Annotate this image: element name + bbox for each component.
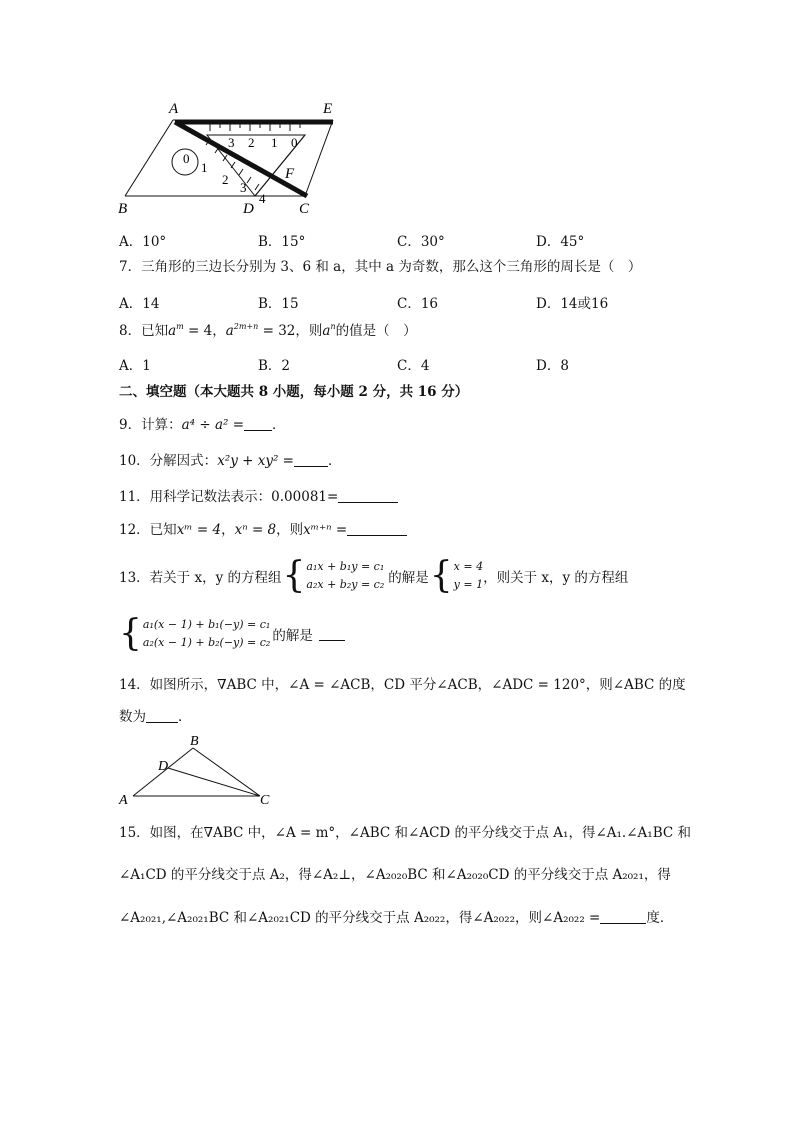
- ruler-number-2: 2: [248, 135, 255, 150]
- q8-option-b: B．2: [258, 358, 291, 374]
- ruler-number-0: 0: [291, 135, 298, 150]
- label-D: D: [158, 759, 169, 774]
- q15-line2: ∠A₁CD 的平分线交于点 A₂，得∠A₂⊥，∠A₂₀₂₀BC 和∠A₂₀₂₀CD 的平分线交于点 A₂₀₂₁，得: [119, 867, 671, 883]
- q7-option-d: D．14或16: [536, 296, 609, 312]
- q10-text: 10．分解因式：x²y + xy² = ．: [119, 453, 342, 469]
- q6-option-b: B．15°: [258, 234, 306, 250]
- label-F: F: [285, 166, 295, 182]
- label-E: E: [323, 101, 333, 117]
- q12-answer-blank: [347, 523, 407, 536]
- q10-answer-blank: [294, 454, 328, 467]
- q13-answer-blank: [319, 628, 345, 641]
- q15-line1: 15．如图，在∇ABC 中，∠A = m°，∠ABC 和∠ACD 的平分线交于点 A₁，得∠A₁.∠A₁BC 和: [119, 825, 691, 841]
- q13-line2: { a₁(x − 1) + b₁(−y) = c₁ a₂(x − 1) + b₂(−y) = c₂ 的解是: [119, 614, 345, 654]
- ruler-ticks: [210, 124, 300, 131]
- q13-system1: a₁x + b₁y = c₁ a₂x + b₂y = c₂: [306, 560, 385, 591]
- q7-option-c: C．16: [397, 296, 439, 312]
- q6-option-d: D．45°: [536, 234, 585, 250]
- label-A: A: [119, 793, 128, 808]
- q13-line1: 13．若关于 x，y 的方程组 { a₁x + b₁y = c₁ a₂x + b₂y = c₂ 的解是 { x = 4 y = 1 ，则关于 x，y 的方程组: [119, 555, 629, 596]
- question6-figure: [115, 95, 345, 220]
- section2-title: 二、填空题（本大题共 8 小题，每小题 2 分，共 16 分）: [119, 384, 469, 400]
- q13-system2: a₁(x − 1) + b₁(−y) = c₁ a₂(x − 1) + b₂(−y) = c₂: [142, 618, 271, 649]
- label-B: B: [118, 201, 128, 217]
- segment-CD: [168, 768, 260, 796]
- q12-text: 12．已知xᵐ = 4，xⁿ = 8，则xᵐ⁺ⁿ =: [119, 523, 407, 538]
- edge-BC: [193, 748, 260, 796]
- triangle-number-1: 1: [201, 160, 208, 175]
- q13-solution: x = 4 y = 1: [453, 560, 484, 591]
- triangle-number-4: 4: [259, 191, 266, 206]
- q13-brace-1: {: [282, 555, 306, 596]
- label-C: C: [260, 793, 270, 808]
- label-A: A: [169, 101, 179, 117]
- triangle-number-0: 0: [183, 151, 190, 166]
- q7-option-b: B．15: [258, 296, 299, 312]
- q15-answer-blank: [600, 911, 646, 924]
- q11-answer-blank: [338, 490, 398, 503]
- q7-option-a: A．14: [119, 296, 160, 312]
- q14-line1: 14．如图所示，∇ABC 中，∠A = ∠ACB，CD 平分∠ACB，∠ADC = 120°，则∠ABC 的度: [119, 677, 686, 693]
- label-C: C: [299, 201, 310, 217]
- q8-option-c: C．4: [397, 358, 430, 374]
- q13-brace-2: {: [429, 555, 453, 596]
- q13-brace-3: {: [119, 613, 142, 654]
- q15-line3: ∠A₂₀₂₁,∠A₂₀₂₁BC 和∠A₂₀₂₁CD 的平分线交于点 A₂₀₂₂，得∠A₂₀₂₂，则∠A₂₀₂₂ = 度．: [119, 910, 674, 926]
- q9-text: 9．计算：a⁴ ÷ a² = ．: [119, 417, 286, 433]
- label-D: D: [243, 201, 254, 217]
- q8-option-d: D．8: [536, 358, 569, 374]
- ruler-number-1: 1: [271, 135, 278, 150]
- q6-option-c: C．30°: [397, 234, 445, 250]
- triangle-number-2: 2: [222, 172, 229, 187]
- q8-option-a: A．1: [119, 358, 151, 374]
- q14-line2: 数为 ．: [119, 709, 192, 725]
- q6-option-a: A．10°: [119, 234, 167, 250]
- label-B: B: [190, 734, 199, 749]
- ruler-number-3: 3: [228, 135, 235, 150]
- triangle-number-3: 3: [240, 180, 247, 195]
- q7-text: 7．三角形的三边长分别为 3、6 和 a，其中 a 为奇数，那么这个三角形的周长是（ ）: [119, 259, 642, 275]
- edge-EC: [305, 120, 333, 196]
- q11-text: 11．用科学记数法表示：0.00081=: [119, 490, 398, 505]
- question14-figure: [115, 733, 280, 808]
- q9-answer-blank: [244, 418, 272, 431]
- q14-answer-blank: [146, 710, 178, 723]
- edge-AB: [125, 120, 173, 196]
- q8-text: 8．已知$a^m = 4$，$a^{2m+n} = 32$，则$a^n$的值是（ ）: [119, 322, 417, 339]
